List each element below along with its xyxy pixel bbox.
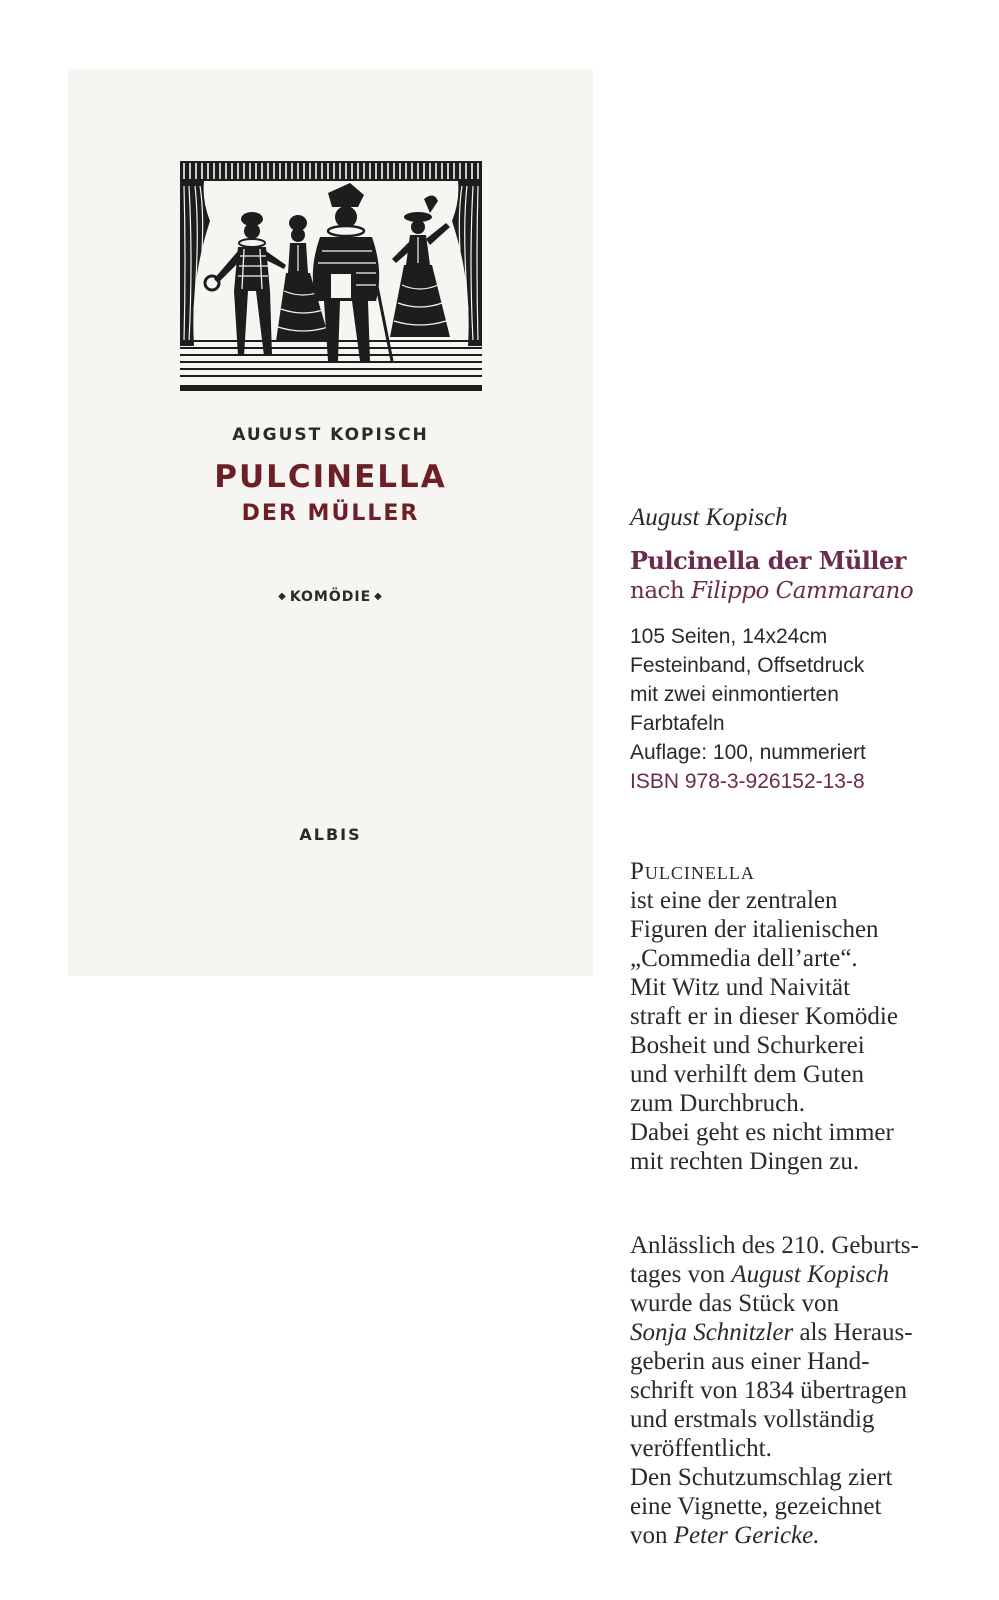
description-line: zum Durchbruch. (630, 1090, 805, 1117)
description-lead: Pulcinella (630, 858, 755, 885)
description-line: Den Schutzumschlag ziert (630, 1464, 893, 1491)
description-line: und erstmals vollständig (630, 1406, 875, 1433)
theater-vignette-illustration (180, 161, 482, 394)
cover-subtitle: DER MÜLLER (241, 501, 420, 526)
description-line (630, 1521, 990, 1550)
description-line (630, 1260, 990, 1289)
description-line: Dabei geht es nicht immer (630, 1119, 894, 1146)
description-text: von (630, 1522, 674, 1549)
author-name: August Kopisch (731, 1261, 890, 1288)
spec-line: Farbtafeln (630, 712, 725, 735)
info-after (630, 576, 990, 606)
info-title: Pulcinella der Müller (630, 546, 906, 575)
description-line: straft er in dieser Komödie (630, 1003, 898, 1030)
description-line: geberin aus einer Hand- (630, 1348, 870, 1375)
cover-genre-label: KOMÖDIE (289, 589, 372, 605)
description-line: Mit Witz und Naivität (630, 974, 851, 1001)
cover-author: AUGUST KOPISCH (232, 425, 429, 445)
description-text: tages von (630, 1261, 732, 1288)
info-author: August Kopisch (630, 504, 788, 531)
book-specs (630, 622, 990, 796)
spec-line: mit zwei einmontierten (630, 683, 839, 706)
description-line: und verhilft dem Guten (630, 1061, 864, 1088)
isbn: ISBN 978-3-926152-13-8 (630, 770, 865, 793)
description-line: Bosheit und Schurkerei (630, 1032, 865, 1059)
description-text: als Heraus- (793, 1319, 913, 1346)
spec-line: Festeinband, Offsetdruck (630, 654, 865, 677)
diamond-ornament-icon: ◆ (278, 591, 287, 602)
spec-line: 105 Seiten, 14x24cm (630, 625, 828, 648)
info-after-name: Filippo Cammarano (691, 578, 914, 604)
cover-genre (68, 589, 593, 605)
description-line: mit rechten Dingen zu. (630, 1148, 860, 1175)
book-cover (68, 69, 593, 976)
description-line: eine Vignette, gezeichnet (630, 1493, 882, 1520)
description-line: wurde das Stück von (630, 1290, 839, 1317)
illustrator-name: Peter Gericke. (673, 1522, 820, 1549)
description-line: veröffentlicht. (630, 1435, 772, 1462)
description-edition (630, 1231, 990, 1550)
description-line: Figuren der italienischen (630, 916, 879, 943)
editor-name: Sonja Schnitzler (630, 1319, 794, 1346)
description-line: schrift von 1834 übertragen (630, 1377, 908, 1404)
cover-publisher: ALBIS (299, 825, 362, 844)
info-after-prefix: nach (630, 578, 692, 604)
spec-line: Auflage: 100, nummeriert (630, 741, 866, 764)
description-line (630, 1318, 990, 1347)
description-character (630, 857, 990, 1176)
description-line: Anlässlich des 210. Geburts- (630, 1232, 919, 1259)
diamond-ornament-icon: ◆ (374, 591, 383, 602)
book-info (630, 500, 990, 796)
description-line: ist eine der zentralen (630, 887, 838, 914)
description-line: „Commedia dell’arte“. (630, 945, 858, 972)
cover-title: PULCINELLA (214, 459, 447, 495)
